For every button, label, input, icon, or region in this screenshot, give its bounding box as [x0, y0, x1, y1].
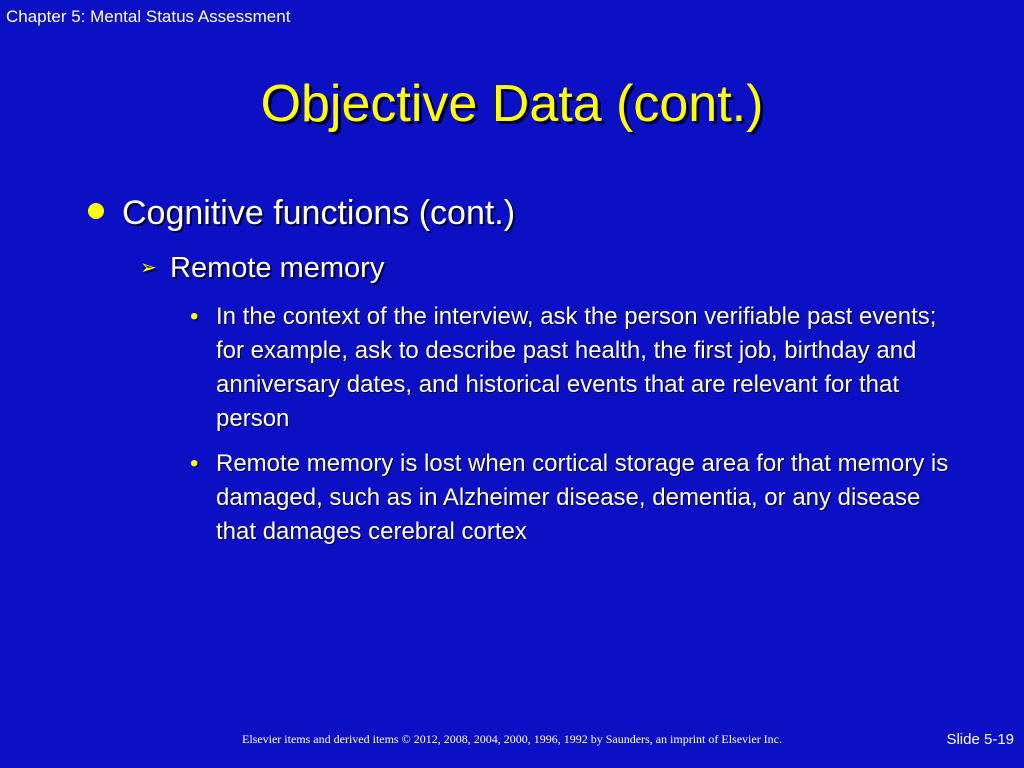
copyright-footer: Elsevier items and derived items © 2012, 2008, 2004, 2000, 1996, 1992 by Saunders, an imprint of Elsevier Inc. — [241, 732, 783, 746]
arrow-bullet-icon: ➢ — [140, 257, 157, 279]
bullet-level3-item — [190, 447, 950, 549]
bullet-level1-text: Cognitive functions (cont.) — [122, 194, 516, 232]
bullet-dot-icon — [88, 203, 104, 219]
bullet-level3-text: Remote memory is lost when cortical storage area for that memory is damaged, such as in Alzheimer disease, dementia, or any disease that damages cerebral cortex — [216, 450, 949, 545]
bullet-level3-icon: • — [190, 303, 199, 330]
chapter-header: Chapter 5: Mental Status Assessment — [6, 7, 291, 26]
bullet-level2 — [140, 252, 384, 285]
bullet-level1 — [88, 194, 515, 233]
bullet-level2-text: Remote memory — [170, 252, 385, 284]
slide-title: Objective Data (cont.) — [260, 75, 764, 133]
slide-number: Slide 5-19 — [946, 731, 1014, 748]
bullet-level3-icon: • — [190, 450, 199, 477]
bullet-level3-item — [190, 300, 950, 436]
bullet-level3-text: In the context of the interview, ask the person verifiable past events; for example, ask to describe past health, the first job, birthday and anniversary dates, and historical events that are relevant for that person — [216, 303, 937, 432]
